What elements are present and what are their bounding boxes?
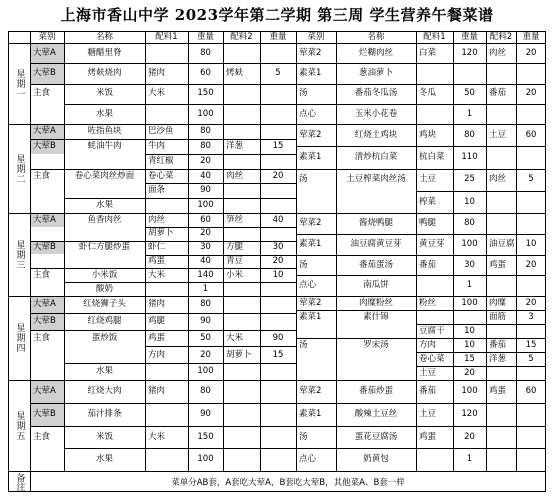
weight-1: 20 [464, 367, 475, 378]
category-cell: 大荤B [33, 408, 56, 419]
dish-name: 蚝油牛肉 [87, 140, 122, 151]
weight-1: 40 [200, 170, 211, 181]
ingredient-2: 鸡蛋 [489, 386, 507, 397]
ingredient-2: 土豆 [489, 129, 507, 140]
category-cell: 大荤A [33, 386, 56, 397]
weight-1: 100 [197, 108, 214, 119]
category-cell: 荤菜2 [299, 47, 322, 58]
header-cell: 配料1 [155, 31, 178, 42]
category-cell: 主食 [33, 88, 51, 99]
category-cell: 主食 [33, 170, 51, 181]
category-cell: 大荤B [33, 315, 56, 326]
ingredient-1: 鸡蛋 [419, 431, 437, 442]
dish-name: 油豆腐黄豆芽 [350, 238, 402, 249]
weight-1: 140 [197, 269, 214, 280]
day-label: 星期三 [14, 239, 25, 270]
weight-1: 80 [200, 140, 211, 151]
dish-name: 咗指鱼块 [87, 126, 122, 137]
category-cell: 素菜1 [299, 152, 322, 163]
weight-1: 80 [464, 218, 475, 229]
dish-name: 红烧狮子头 [83, 299, 126, 310]
category-cell: 素菜1 [299, 68, 322, 79]
header-cell: 重量 [460, 31, 478, 42]
weight-1: 1 [202, 283, 209, 294]
ingredient-2: 小米 [226, 269, 244, 280]
ingredient-1: 番茄 [419, 259, 437, 270]
category-cell: 素菜1 [299, 238, 322, 249]
dish-name: 红烧大肉 [87, 386, 122, 397]
ingredient-2: 方腿 [226, 242, 244, 253]
weight-1: 150 [197, 431, 214, 442]
weight-1: 150 [197, 88, 214, 99]
ingredient-1: 土豆 [419, 367, 437, 378]
ingredient-2: 肉糜 [489, 297, 507, 308]
ingredient-1: 方肉 [148, 349, 166, 360]
dish-name: 蛋炒饭 [91, 332, 118, 343]
weight-2: 40 [272, 214, 284, 225]
weight-1: 10 [464, 325, 475, 336]
grid-line [416, 63, 546, 64]
weight-1: 50 [200, 332, 211, 343]
weight-2: 5 [275, 68, 281, 79]
dish-name: 蛋花豆腐汤 [354, 431, 398, 442]
weight-1: 100 [197, 454, 214, 465]
category-cell: 大荤A [33, 126, 56, 137]
dish-name: 鱼香肉丝 [87, 214, 122, 225]
ingredient-2: 青豆 [226, 256, 244, 267]
ingredient-2: 油豆腐 [489, 238, 515, 249]
dish-name: 奶黄包 [363, 454, 389, 465]
weight-1: 25 [464, 174, 475, 185]
weight-2: 10 [525, 238, 537, 249]
dish-name: 肉糜粉丝 [358, 297, 393, 308]
dish-name: 土豆榨菜肉丝汤 [346, 174, 406, 185]
header-cell: 名称 [95, 31, 113, 42]
weight-1: 90 [200, 408, 211, 419]
header-cell: 配料1 [423, 31, 446, 42]
category-cell: 大荤B [33, 68, 56, 79]
weight-2: 20 [272, 170, 284, 181]
dish-name: 虾仁方腿炒蛋 [78, 242, 130, 253]
dish-name: 水果 [95, 454, 113, 465]
ingredient-1: 猪肉 [148, 68, 166, 79]
ingredient-1: 粉丝 [419, 297, 437, 308]
weight-1: 100 [197, 200, 214, 211]
dish-name: 糖醋里脊 [87, 47, 122, 58]
ingredient-1: 猪肉 [148, 386, 166, 397]
ingredient-1: 牛肉 [148, 140, 166, 151]
weight-2: 10 [272, 269, 284, 280]
weight-1: 120 [461, 408, 478, 419]
dish-name: 红烧鸡腿 [87, 315, 122, 326]
weight-1: 15 [464, 353, 475, 364]
ingredient-1: 鸡腿 [148, 315, 166, 326]
weight-1: 100 [461, 297, 478, 308]
category-cell: 点心 [299, 108, 317, 119]
weight-1: 90 [200, 185, 211, 196]
ingredient-1: 土豆 [419, 174, 437, 185]
weight-1: 110 [461, 152, 478, 163]
ingredient-1: 胡萝卜 [148, 228, 174, 239]
ingredient-2: 肉丝 [489, 47, 507, 58]
weight-1: 120 [461, 47, 478, 58]
category-cell: 点心 [299, 280, 317, 291]
ingredient-1: 番茄 [419, 386, 437, 397]
ingredient-1: 方肉 [419, 339, 437, 350]
category-cell: 荤菜2 [299, 297, 322, 308]
ingredient-1: 鸡蛋 [148, 332, 166, 343]
weight-1: 80 [464, 129, 475, 140]
remark-label: 备注 [14, 472, 25, 491]
dish-name: 水果 [95, 200, 113, 211]
dish-name: 南瓜饼 [363, 280, 389, 291]
weight-2: 5 [528, 353, 534, 364]
ingredient-1: 黄豆芽 [419, 238, 445, 249]
weight-2: 60 [525, 386, 537, 397]
category-cell: 汤 [299, 339, 308, 350]
ingredient-1: 大米 [148, 269, 166, 280]
category-cell: 主食 [33, 431, 51, 442]
weight-1: 80 [200, 386, 211, 397]
weight-2: 5 [528, 174, 534, 185]
weight-1: 10 [464, 196, 475, 207]
ingredient-2: 洋葱 [226, 140, 244, 151]
ingredient-2: 笋丝 [226, 214, 244, 225]
ingredient-2: 烤麸 [226, 68, 244, 79]
weight-2: 20 [272, 256, 284, 267]
header-cell: 名称 [367, 31, 385, 42]
ingredient-1: 虾仁 [148, 242, 166, 253]
weight-1: 40 [200, 256, 211, 267]
weight-1: 90 [200, 315, 211, 326]
weight-2: 20 [525, 259, 537, 270]
ingredient-1: 土豆 [419, 408, 437, 419]
dish-name: 玉米小花卷 [354, 108, 398, 119]
header-cell: 菜别 [307, 31, 325, 42]
category-cell: 大荤A [33, 299, 56, 310]
category-cell: 汤 [299, 88, 308, 99]
ingredient-1: 巴沙鱼 [148, 126, 174, 137]
category-cell: 主食 [33, 332, 51, 343]
weight-1: 100 [461, 238, 478, 249]
category-cell: 大荤B [33, 140, 56, 151]
category-cell: 荤菜2 [299, 129, 322, 140]
dish-name: 番茄冬瓜汤 [354, 88, 398, 99]
weight-1: 100 [461, 386, 478, 397]
ingredient-2: 面筋 [489, 311, 507, 322]
day-label: 星期一 [14, 68, 25, 99]
weight-2: 3 [528, 311, 534, 322]
ingredient-1: 肉丝 [148, 214, 166, 225]
dish-name: 茄汁排条 [87, 408, 122, 419]
weight-1: 80 [200, 299, 211, 310]
ingredient-2: 鸡蛋 [489, 259, 507, 270]
weight-2: 15 [525, 339, 537, 350]
ingredient-1: 猪肉 [148, 299, 166, 310]
dish-name: 米饭 [95, 88, 113, 99]
category-cell: 点心 [299, 454, 317, 465]
weight-1: 1 [466, 280, 473, 291]
header-cell: 重量 [269, 31, 287, 42]
weight-2: 20 [525, 297, 537, 308]
dish-name: 卷心菜肉丝炒面 [74, 170, 135, 181]
dish-name: 水果 [95, 108, 113, 119]
ingredient-2: 番茄 [489, 339, 507, 350]
ingredient-2: 肉丝 [226, 170, 244, 181]
weight-1: 50 [464, 88, 475, 99]
ingredient-1: 卷心菜 [148, 170, 174, 181]
day-label: 星期二 [14, 153, 25, 184]
dish-name: 素什锦 [363, 311, 389, 322]
weight-1: 20 [200, 155, 211, 166]
ingredient-2: 洋葱 [489, 353, 507, 364]
category-cell: 汤 [299, 259, 308, 270]
category-cell: 素菜1 [299, 311, 322, 322]
ingredient-2: 番茄 [489, 88, 507, 99]
ingredient-1: 卷心菜 [419, 353, 445, 364]
dish-name: 葱油萝卜 [358, 68, 393, 79]
ingredient-2: 大米 [226, 332, 244, 343]
dish-name: 红烧土鸡块 [354, 129, 398, 140]
ingredient-1: 青红椒 [148, 155, 174, 166]
weight-1: 80 [200, 126, 211, 137]
category-cell: 汤 [299, 431, 308, 442]
dish-name: 番茄蛋汤 [358, 259, 393, 270]
weight-1: 60 [200, 68, 211, 79]
day-label: 星期五 [14, 410, 25, 441]
dish-name: 烤麸烧肉 [87, 68, 122, 79]
header-cell: 菜别 [38, 31, 56, 42]
weight-2: 20 [525, 88, 537, 99]
day-label: 星期四 [14, 323, 25, 353]
category-cell: 主食 [33, 269, 51, 280]
weight-1: 60 [200, 214, 211, 225]
header-cell: 重量 [196, 31, 214, 42]
remark-text: 菜单分AB套，A套吃大荤A，B套吃大荤B，其他菜A、B套一样 [171, 477, 405, 488]
ingredient-1: 鸭腿 [419, 218, 437, 229]
weight-2: 90 [272, 332, 284, 343]
category-cell: 汤 [299, 174, 308, 185]
category-cell: 大荤A [33, 47, 56, 58]
weight-1: 80 [200, 47, 211, 58]
page-title: 上海市香山中学 2023学年第二学期 第三周 学生营养午餐菜谱 [60, 6, 494, 24]
category-cell: 大荤A [33, 214, 56, 225]
dish-name: 水果 [95, 366, 113, 377]
dish-name: 烂糊肉丝 [358, 47, 393, 58]
ingredient-1: 冬瓜 [419, 88, 437, 99]
header-cell: 配料2 [230, 31, 253, 42]
ingredient-1: 鸡蛋 [148, 256, 166, 267]
weight-1: 20 [200, 349, 211, 360]
dish-name: 酸辣土豆丝 [354, 408, 398, 419]
weight-1: 20 [200, 228, 211, 239]
weight-1: 30 [200, 242, 211, 253]
weight-2: 20 [525, 47, 537, 58]
dish-name: 小米饭 [91, 269, 118, 280]
ingredient-1: 豆腐干 [419, 325, 445, 336]
weight-2: 60 [525, 129, 537, 140]
weight-2: 15 [272, 140, 284, 151]
dish-name: 清炒杭白菜 [354, 152, 398, 163]
dish-name: 酱烧鸭腿 [358, 218, 393, 229]
ingredient-1: 大米 [148, 431, 166, 442]
dish-name: 米饭 [95, 431, 113, 442]
ingredient-1: 大米 [148, 88, 166, 99]
weight-1: 1 [466, 108, 473, 119]
category-cell: 荤菜2 [299, 386, 322, 397]
ingredient-1: 榨菜 [419, 196, 437, 207]
category-cell: 荤菜2 [299, 218, 322, 229]
ingredient-1: 鸡块 [419, 129, 437, 140]
category-cell: 大荤B [33, 242, 56, 253]
weight-2: 15 [272, 349, 284, 360]
weight-1: 10 [464, 339, 475, 350]
category-cell: 素菜1 [299, 408, 322, 419]
ingredient-2: 胡萝卜 [226, 349, 252, 360]
header-cell: 配料2 [489, 31, 513, 42]
ingredient-1: 白菜 [419, 47, 437, 58]
weight-1: 20 [464, 431, 475, 442]
weight-1: 30 [464, 259, 475, 270]
dish-name: 罗宋汤 [363, 339, 389, 350]
dish-name: 酸奶 [95, 283, 113, 294]
weight-1: 100 [197, 366, 214, 377]
dish-name: 番茄炒蛋 [358, 386, 393, 397]
ingredient-2: 肉丝 [489, 174, 507, 185]
ingredient-1: 面条 [148, 185, 166, 196]
weight-2: 30 [272, 242, 284, 253]
ingredient-1: 杭白菜 [419, 152, 445, 163]
weight-1: 1 [466, 454, 473, 465]
header-cell: 重量 [522, 31, 540, 42]
